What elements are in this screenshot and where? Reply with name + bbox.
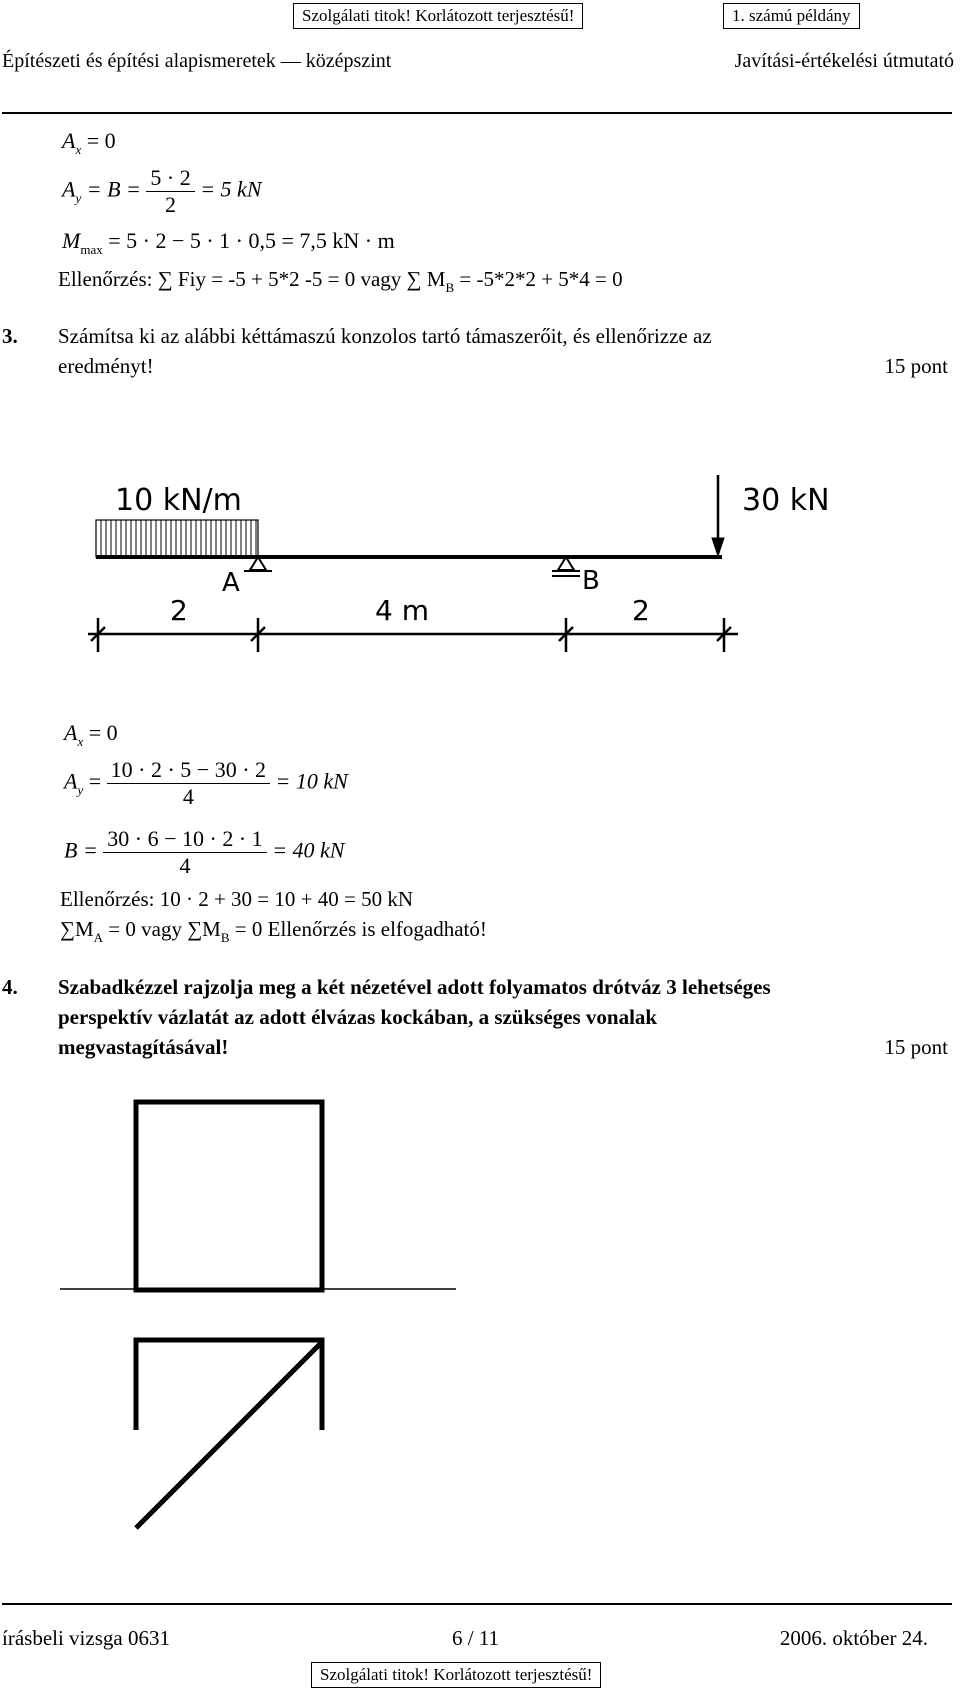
task3-text-line1: Számítsa ki az alábbi kéttámaszú konzolos tartó támaszerőit, és ellenőrizze az	[58, 324, 712, 348]
dimension-right: 2	[632, 594, 650, 627]
task4-number: 4.	[2, 975, 18, 999]
distributed-load-hatching	[96, 520, 258, 557]
footer-page-number: 6 / 11	[452, 1626, 500, 1650]
guide-title: Javítási-értékelési útmutató	[734, 50, 954, 72]
task4-text-line1: Szabadkézzel rajzolja meg a két nézetével adott folyamatos drótváz 3 lehetséges	[58, 975, 771, 999]
support-b-symbol	[552, 557, 580, 576]
footer-date: 2006. október 24.	[779, 1626, 928, 1650]
footer-divider	[2, 1603, 952, 1605]
task4-text-line2: perspektív vázlatát az adott élvázas kockában, a szükséges vonalak	[58, 1005, 658, 1029]
ax-equation: $A_x = 0$	[64, 720, 118, 749]
point-load-label: 30 kN	[742, 483, 830, 518]
b-equation: B = $\frac{30 \cdot 6 - 10 \cdot 2 \cdot 1}{4}$ = 40 kN	[64, 826, 345, 878]
top-view-diagonal	[0, 1330, 960, 1550]
copy-number-badge: 1. számú példány	[723, 3, 860, 29]
front-view-square	[136, 1102, 322, 1290]
prev-ax-equation: $A_x = 0$	[62, 128, 116, 157]
beam-diagram	[0, 460, 960, 670]
prev-ay-equation: $A_y = B$ = $\frac{5 \cdot 2}{2}$ = 5 kN	[62, 165, 262, 217]
subject-title: Építészeti és építési alapismeretek — középszint	[2, 50, 392, 72]
ay-equation: $A_y$ = $\frac{10 \cdot 2 \cdot 5 - 30 \cdot 2}{4}$ = 10 kN	[64, 757, 348, 809]
confidential-badge-top: Szolgálati titok! Korlátozott terjesztésű!	[293, 3, 583, 29]
confidential-badge-bottom: Szolgálati titok! Korlátozott terjesztésű!	[311, 1662, 601, 1688]
distributed-load-label: 10 kN/m	[115, 483, 242, 518]
support-a-symbol	[244, 557, 272, 571]
support-a-label: A	[222, 568, 240, 598]
task4-text-line3: megvastagításával!	[58, 1035, 229, 1059]
task4-points: 15 pont	[884, 1035, 948, 1059]
check-line-2: $\sum M_A = 0$ vagy $\sum M_B = 0$ Ellenőrzés is elfogadható!	[60, 917, 487, 945]
task3-text-line2: eredményt!	[58, 354, 154, 378]
task3-number: 3.	[2, 324, 18, 348]
point-load-arrow	[712, 475, 724, 556]
footer-exam: írásbeli vizsga 0631	[2, 1626, 170, 1650]
prev-mmax-equation: $M_{max} = 5 \cdot 2 - 5 \cdot 1 \cdot 0,5 = 7,5$ kN · m	[62, 228, 395, 257]
support-b-label: B	[582, 566, 600, 596]
dimension-left: 2	[170, 594, 188, 627]
header-divider	[2, 112, 952, 114]
check-line-1: Ellenőrzés: 10 · 2 + 30 = 10 + 40 = 50 kN	[60, 887, 413, 911]
dimension-middle: 4 m	[375, 594, 429, 627]
prev-check-line: Ellenőrzés: ∑ Fiy = -5 + 5*2 -5 = 0 vagy ∑ $M_B = -5*2*2 + 5*4 = 0$	[58, 267, 623, 295]
task3-points: 15 pont	[884, 354, 948, 378]
